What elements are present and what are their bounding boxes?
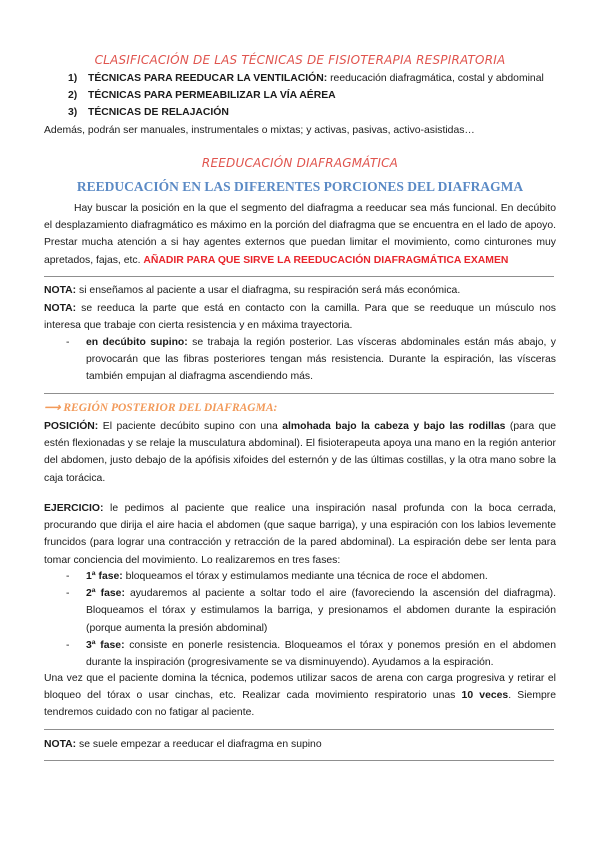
technique-number: 3) (68, 107, 78, 118)
supino-label: en decúbito supino: (86, 337, 188, 348)
note-text: se reeduca la parte que está en contacto con la camilla. Para que se reeduque un músculo nos interesa que trabaje con cierta resistencia y en máxima trayectoria. (44, 303, 556, 332)
phase-item (66, 568, 556, 585)
technique-name: TÉCNICAS DE RELAJACIÓN (88, 107, 229, 118)
note-3 (44, 736, 556, 753)
posicion-bold: almohada bajo la cabeza y bajo las rodillas (282, 421, 506, 432)
section-subtitle: REEDUCACIÓN EN LAS DIFERENTES PORCIONES DEL DIAFRAGMA (76, 179, 524, 194)
supino-text: se trabaja la región posterior. Las vísceras abdominales están más abajo, y provocarán que las fibras posteriores tengan más resistencia. Durante la espiración, las vísceras también empujan al diafragma ascendiendo más. (86, 337, 556, 383)
bullet-dash: - (66, 337, 70, 348)
phase-text: bloqueamos el tórax y estimulamos mediante una técnica de roce el abdomen. (122, 571, 488, 582)
divider-line (44, 393, 554, 394)
phase-text: consiste en ponerle resistencia. Bloqueamos el tórax y ponemos presión en el abdomen durante la inspiración (progresivamente se va disminuyendo). Ayudamos a la espiración. (86, 639, 556, 669)
supino-list (66, 334, 556, 386)
note-label: NOTA: (44, 303, 77, 314)
closing-bold: 10 veces (461, 690, 509, 702)
phase-label: 1ª fase: (86, 571, 123, 582)
closing-paragraph (44, 670, 556, 722)
intro-text: Además, podrán ser manuales, instrumentales o mixtas; y activas, pasivas, activo-asistidas… (44, 125, 475, 136)
region-title: ⟶ REGIÓN POSTERIOR DEL DIAFRAGMA: (44, 402, 278, 414)
exam-note-red: AÑADIR PARA QUE SIRVE LA REEDUCACIÓN DIAFRAGMÁTICA EXAMEN (143, 254, 509, 266)
note-label: NOTA: (44, 285, 77, 296)
bullet-dash: - (66, 639, 70, 651)
note-text: si enseñamos al paciente a usar el diafragma, su respiración será más económica. (76, 285, 461, 296)
technique-name: TÉCNICAS PARA PERMEABILIZAR LA VÍA AÉREA (88, 90, 336, 101)
section-title: REEDUCACIÓN DIAFRAGMÁTICA (201, 156, 399, 170)
technique-name: TÉCNICAS PARA REEDUCAR LA VENTILACIÓN: (88, 73, 328, 84)
phase-text: ayudaremos al paciente a soltar todo el aire (favoreciendo la ascensión del diafragma). Bloqueamos el tórax y estimulamos la barriga, y presionamos el abdomen durante la espiración (porque aumenta la presión abdominal) (86, 588, 556, 634)
phase-label: 2ª fase: (86, 588, 125, 600)
posicion-label: POSICIÓN: (44, 421, 99, 432)
document-title: CLASIFICACIÓN DE LAS TÉCNICAS DE FISIOTERAPIA RESPIRATORIA (94, 53, 506, 67)
bullet-dash: - (66, 588, 70, 600)
technique-desc: reeducación diafragmática, costal y abdominal (327, 73, 544, 84)
phase-item (66, 585, 556, 637)
paragraph-intro (44, 200, 556, 269)
closing-text: Una vez que el paciente domina la técnica, podemos utilizar sacos de arena con carga progresiva y retirar el bloqueo del tórax o usar cinchas, etc. Realizar cada movimiento respiratorio unas (44, 673, 556, 702)
divider-line (44, 760, 554, 761)
ejercicio-label: EJERCICIO: (44, 503, 104, 514)
divider-line (44, 276, 554, 277)
divider-line (44, 729, 554, 730)
note-text: se suele empezar a reeducar el diafragma en supino (76, 739, 322, 750)
closing-text-rest: . Siempre tendremos cuidado con no fatigar al paciente. (44, 690, 557, 719)
bullet-dash: - (66, 571, 70, 582)
note-1 (44, 282, 556, 299)
posicion-text: El paciente decúbito supino con una (98, 421, 283, 432)
technique-number: 2) (68, 90, 78, 101)
technique-item (68, 87, 560, 104)
technique-list (68, 70, 560, 121)
technique-item (68, 104, 560, 121)
ejercicio-paragraph (44, 500, 556, 569)
paragraph-text: Hay buscar la posición en la que el segmento del diafragma a reeducar sea más funcional. En decúbito el desplazamiento diafragmático es máximo en la porción del diafragma que se encuentra en el lado de apoyo. Prestar mucha atención a si hay agentes externos que puedan limitar el movimiento, como cinturones muy apretados, fajas, etc. (44, 203, 556, 266)
phase-item (66, 637, 556, 671)
technique-item (68, 70, 560, 87)
note-2 (44, 300, 556, 334)
phase-label: 3ª fase: (86, 639, 125, 651)
note-label: NOTA: (44, 739, 77, 750)
technique-number: 1) (68, 73, 78, 84)
posicion-paragraph (44, 418, 556, 487)
posicion-text-rest: (para que estén flexionadas y se relaje la musculatura abdominal). El fisioterapeuta apoya una mano en la región anterior del abdomen, justo debajo de la apófisis xifoides del esternón y de las últimas costillas, y la otra mano sobre la caja torácica. (44, 421, 556, 484)
phase-list (66, 568, 556, 671)
ejercicio-text: le pedimos al paciente que realice una inspiración nasal profunda con la boca cerrada, procurando que dirija el aire hacia el abdomen (que saque barriga), y una espiración con los labios levemente fruncidos (para lograr una contracción y retracción de la pared abdominal). La espiración debe ser lenta para tomar conciencia del movimiento. Lo realizaremos en tres fases: (44, 503, 556, 566)
supino-item (66, 334, 556, 386)
